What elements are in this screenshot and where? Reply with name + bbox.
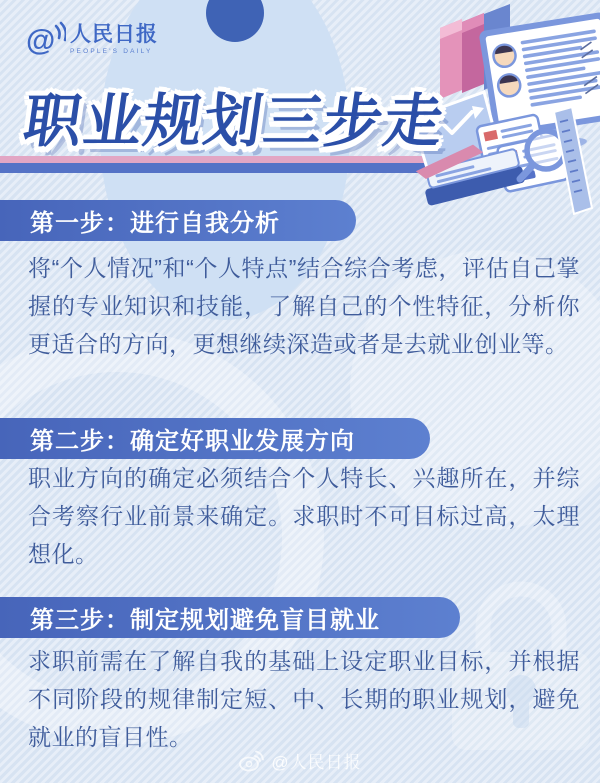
step-2-heading: 第二步：确定好职业发展方向 (0, 418, 430, 459)
step-1-heading: 第一步：进行自我分析 (0, 200, 356, 241)
step-1-body: 将“个人情况”和“个人特点”结合综合考虑，评估自己掌握的专业知识和技能，了解自己的个性特征，分析你更适合的方向，更想继续深造或者是去就业创业等。 (28, 255, 580, 357)
step-3-body: 求职前需在了解自我的基础上设定职业目标，并根据不同阶段的规律制定短、中、长期的职业规划，避免就业的盲目性。 (28, 648, 580, 750)
step-3-heading: 第三步：制定规划避免盲目就业 (0, 597, 460, 638)
page-title: 职业规划三步走 (19, 89, 449, 154)
svg-text:@: @ (26, 24, 56, 57)
step-2-body: 职业方向的确定必须结合个人特长、兴趣所在，并综合考察行业前景来确定。求职时不可目标过高，太理想化。 (28, 465, 580, 567)
megaphone-at-icon (26, 20, 66, 60)
footer-watermark (0, 748, 600, 773)
peoples-daily-logo (26, 20, 158, 60)
logo-name: 人民日报 (70, 23, 158, 46)
footer-watermark-text: @人民日报 (271, 753, 362, 772)
weibo-icon (238, 750, 264, 772)
logo-subtitle: PEOPLE'S DAILY (70, 48, 153, 55)
